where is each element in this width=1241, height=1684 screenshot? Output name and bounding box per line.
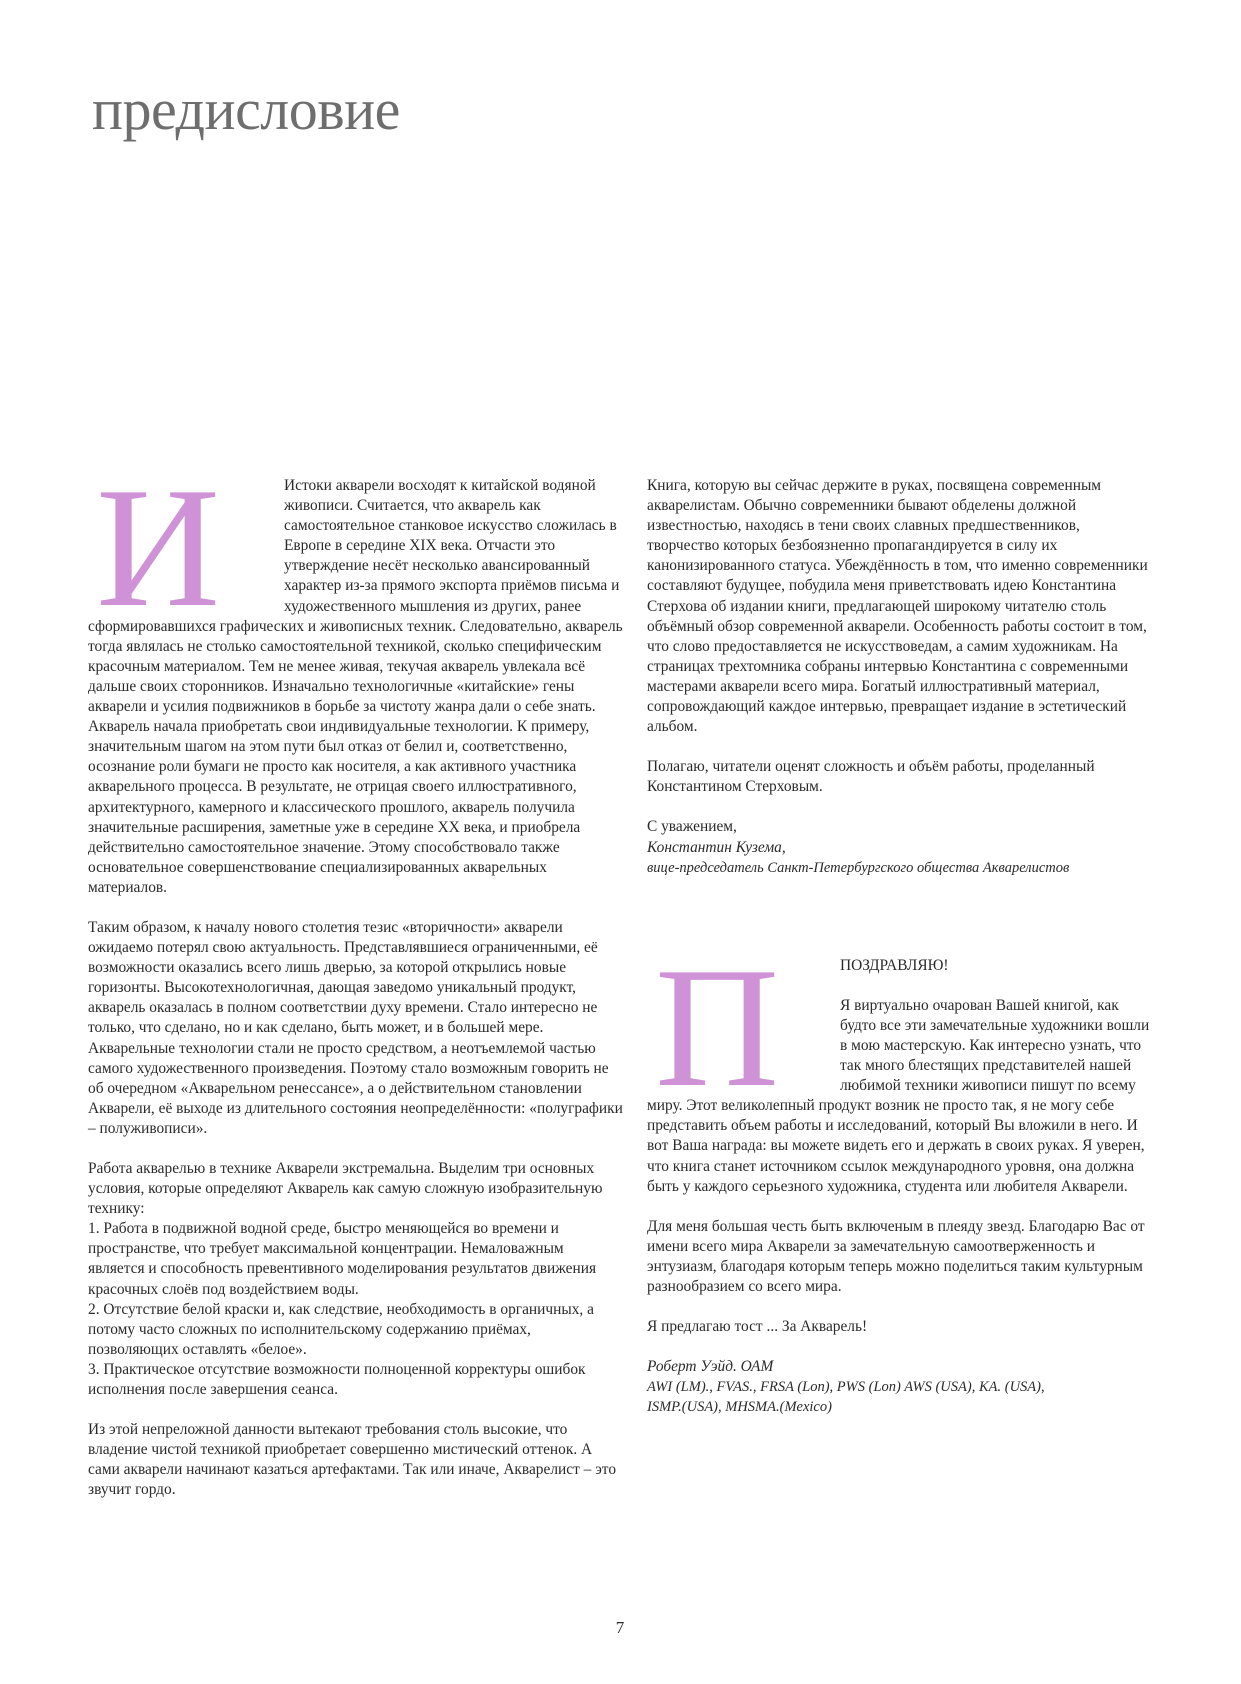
preface-paragraph-5: Книга, которую вы сейчас держите в руках, посвящена современным акварелистам. Обычно современники бывают обделены должной известностью, находясь в тени своих славных предшественников, творчество которых безбоязненно пропагандируется в силу их канонизированного статуса. Убеждённость в том, что именно современники составляют будущее, побудила меня приветствовать идею Константина Стерхова об издании книги, предлагающей широкому читателю столь объёмный обзор современной акварели. Особенность работы состоит в том, что слово предоставляется не искусствоведам, а самим художникам. На страницах трехтомника собраны интервью Константина с современными мастерами акварели всего мира. Богатый иллюстративный материал, сопровождающий каждое интервью, превращает издание в эстетический альбом. [647, 477, 1148, 736]
preface-paragraph-6: Полагаю, читатели оценят сложность и объём работы, проделанный Константином Стерховым. [647, 758, 1095, 796]
congratulation-credentials-2: ISMP.(USA), MHSMA.(Mexico) [647, 1399, 832, 1416]
congratulation-paragraph-3: Я предлагаю тост ... За Акварель! [647, 1318, 868, 1336]
preface-condition-1: 1. Работа в подвижной водной среде, быстро меняющейся во времени и пространстве, что требует максимальной концентрации. Немаловажным является и способность превентивного моделирования результатов движения красочных слоёв под воздействием воды. [88, 1220, 597, 1298]
preface-right-column [647, 476, 1152, 1417]
preface-left-column [88, 453, 623, 1501]
congratulation-section [647, 932, 1152, 1418]
preface-author-name: Константин Кузема, [647, 838, 786, 856]
preface-closing: С уважением, [647, 818, 737, 836]
congratulation-paragraph-1: Я виртуально очарован Вашей книгой, как будто все эти замечательные художники вошли в мою мастерскую. Как интересно узнать, что так много блестящих представителей нашей любимой техники живописи пишут по всему миру. Этот великолепный продукт возник не просто так, я не могу себе представить объем работы и исследований, который Вы вложили в него. И вот Ваша награда: вы можете видеть его и держать в своих руках. Я уверен, что книга станет источником ссылок международного уровня, она должна быть у каждого серьезного художника, студента или любителя Акварели. [647, 996, 1150, 1195]
congratulation-heading: ПОЗДРАВЛЯЮ! [840, 956, 949, 974]
preface-condition-2: 2. Отсутствие белой краски и, как следствие, необходимость в органичных, а потому часто сложных по исполнительскому содержанию приёмах, позволяющих оставлять «белое». [88, 1300, 594, 1358]
page-title: предисловие [92, 77, 400, 142]
congratulation-drop-cap: П [655, 932, 780, 1123]
congratulation-paragraph-2: Для меня большая честь быть включеным в плеяду звезд. Благодарю Вас от имени всего мира Акварели за замечательную самоотверженность и энтузиазм, благодаря которым теперь можно поделиться таким культурным разнообразием со всего мира. [647, 1217, 1145, 1295]
page-number: 7 [615, 1618, 625, 1637]
preface-author-title: вице-председатель Санкт-Петербургского общества Акварелистов [647, 859, 1070, 876]
congratulation-author-name: Роберт Уэйд. ОАМ [647, 1358, 774, 1376]
preface-drop-cap: И [96, 453, 221, 643]
preface-paragraph-1: Истоки акварели восходят к китайской водяной живописи. Считается, что акварель как самостоятельное станковое искусство сложилась в Европе в середине XIX века. Отчасти это утверждение несёт несколько авансированный характер из-за прямого экспорта приёмов письма и художественного мышления из других, ранее сформировавшихся графических и живописных техник. Следовательно, акварель тогда являлась не столько самостоятельной техникой, сколько специфическим красочным материалом. Тем не менее живая, текучая акварель увлекала всё дальше своих сторонников. Изначально технологичные «китайские» гены акварели и усилия подвижников в борьбе за чистоту жанра дали о себе знать. Акварель начала приобретать свои индивидуальные технологии. К примеру, значительным шагом на этом пути был отказ от белил и, соответственно, осознание роли бумаги не просто как носителя, а как активного участника акварельного процесса. В результате, не отрицая своего иллюстративного, архитектурного, камерного и классического прошлого, акварель получила значительные расширения, заметные уже в середине XX века, и приобрела действительно самостоятельное значение. Этому способствовало также основательное совершенствование специализированных акварельных материалов. [88, 477, 623, 896]
congratulation-credentials-1: AWI (LM)., FVAS., FRSA (Lon), PWS (Lon) AWS (USA), KA. (USA), [647, 1379, 1045, 1396]
preface-condition-3: 3. Практическое отсутствие возможности полноценной корректуры ошибок исполнения после завершения сеанса. [88, 1360, 586, 1399]
preface-paragraph-3-intro: Работа акварелью в технике Акварели экстремальна. Выделим три основных условия, которые определяют Акварель как самую сложную изобразительную технику: [88, 1160, 603, 1218]
preface-paragraph-4: Из этой непреложной данности вытекают требования столь высокие, что владение чистой техникой приобретает совершенно мистический оттенок. А сами акварели начинают казаться артефактами. Так или иначе, Акварелист – это звучит гордо. [88, 1421, 617, 1499]
preface-paragraph-2: Таким образом, к началу нового столетия тезис «вторичности» акварели ожидаемо потерял свою актуальность. Представлявшиеся ограниченными, её возможности оказались всего лишь дверью, за которой открылись новые горизонты. Высокотехнологичная, дающая заведомо уникальный продукт, акварель оказалась в полном соответствии духу времени. Стало интересно не только, что сделано, но и как сделано, быть может, и в большей мере. Акварельные технологии стали не просто средством, а неотъемлемой частью самого художественного произведения. Поэтому стало возможным говорить не об очередном «Акварельном ренессансе», а о действительном становлении Акварели, её выходе из длительного состояния неопределённости: «полуграфики – полуживописи». [88, 918, 623, 1137]
